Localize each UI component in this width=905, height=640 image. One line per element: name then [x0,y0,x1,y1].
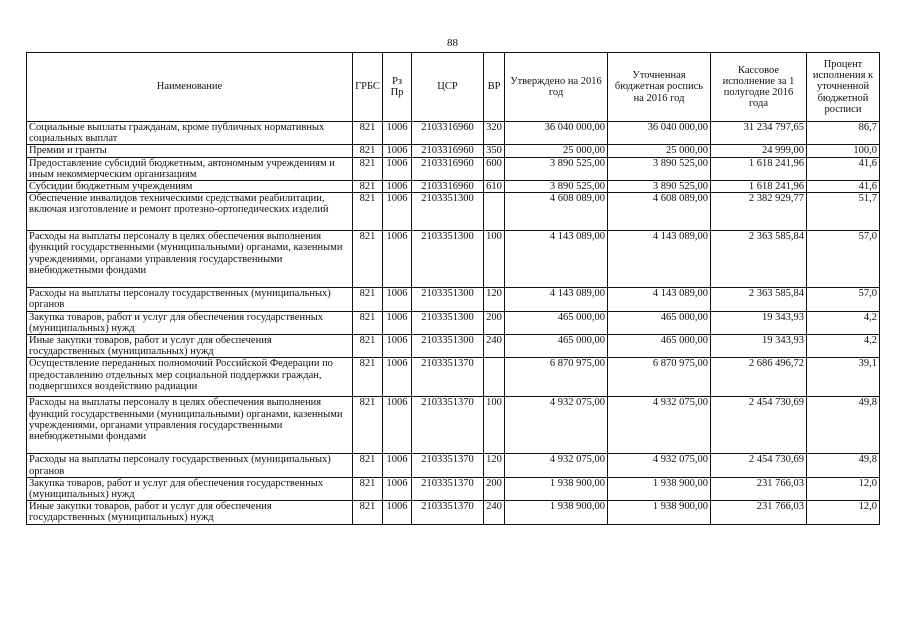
row-cash: 231 766,03 [711,501,807,524]
row-csr: 2103316960 [412,122,484,145]
row-cash: 2 382 929,77 [711,193,807,231]
row-csr: 2103351370 [412,358,484,397]
row-cash: 2 686 496,72 [711,358,807,397]
row-vr: 120 [484,454,505,477]
row-refined: 4 143 089,00 [608,231,711,288]
row-rzpr: 1006 [383,288,412,311]
row-vr: 240 [484,501,505,524]
table-row [27,193,880,231]
row-approved: 4 932 075,00 [505,454,608,477]
budget-execution-table [26,52,880,525]
row-grbs: 821 [353,397,383,454]
row-name: Иные закупки товаров, работ и услуг для обеспечения государственных (муниципальных) нужд [27,335,353,358]
row-name: Расходы на выплаты персоналу государственных (муниципальных) органов [27,288,353,311]
row-name: Иные закупки товаров, работ и услуг для обеспечения государственных (муниципальных) нужд [27,501,353,524]
table-row [27,157,880,180]
row-percent: 4,2 [807,311,880,334]
header-csr: ЦСР [412,53,484,122]
row-name: Осуществление переданных полномочий Российской Федерации по предоставлению отдельных мер социальной поддержки граждан, подвергшихся воздействию радиации [27,358,353,397]
row-cash: 1 618 241,96 [711,157,807,180]
row-refined: 465 000,00 [608,335,711,358]
row-rzpr: 1006 [383,477,412,500]
table-row [27,145,880,157]
row-vr: 320 [484,122,505,145]
row-rzpr: 1006 [383,145,412,157]
table-row [27,311,880,334]
row-approved: 1 938 900,00 [505,501,608,524]
row-approved: 25 000,00 [505,145,608,157]
row-refined: 3 890 525,00 [608,157,711,180]
row-cash: 1 618 241,96 [711,181,807,193]
row-vr: 120 [484,288,505,311]
row-csr: 2103351300 [412,231,484,288]
table-header-row [27,53,880,122]
row-cash: 31 234 797,65 [711,122,807,145]
row-csr: 2103351300 [412,288,484,311]
row-refined: 1 938 900,00 [608,477,711,500]
row-rzpr: 1006 [383,193,412,231]
row-grbs: 821 [353,501,383,524]
row-vr: 350 [484,145,505,157]
row-approved: 4 608 089,00 [505,193,608,231]
row-approved: 465 000,00 [505,335,608,358]
table-row [27,501,880,524]
row-refined: 4 143 089,00 [608,288,711,311]
row-cash: 2 363 585,84 [711,288,807,311]
row-approved: 36 040 000,00 [505,122,608,145]
row-grbs: 821 [353,181,383,193]
row-vr: 200 [484,311,505,334]
row-approved: 3 890 525,00 [505,181,608,193]
row-csr: 2103351370 [412,501,484,524]
row-vr: 200 [484,477,505,500]
table-row [27,122,880,145]
row-cash: 19 343,93 [711,335,807,358]
row-vr: 100 [484,397,505,454]
row-cash: 19 343,93 [711,311,807,334]
row-name: Расходы на выплаты персоналу в целях обеспечения выполнения функций государственными (муниципальными) органами, казенными учреждениями, органами управления государственными внебюджетными фондами [27,397,353,454]
row-percent: 49,8 [807,454,880,477]
row-rzpr: 1006 [383,122,412,145]
row-csr: 2103316960 [412,157,484,180]
row-rzpr: 1006 [383,501,412,524]
row-grbs: 821 [353,311,383,334]
row-approved: 465 000,00 [505,311,608,334]
table-row [27,358,880,397]
row-refined: 4 608 089,00 [608,193,711,231]
row-grbs: 821 [353,335,383,358]
row-csr: 2103351300 [412,311,484,334]
row-approved: 6 870 975,00 [505,358,608,397]
row-percent: 49,8 [807,397,880,454]
row-rzpr: 1006 [383,358,412,397]
table-row [27,477,880,500]
row-grbs: 821 [353,454,383,477]
row-cash: 2 454 730,69 [711,454,807,477]
row-name: Субсидии бюджетным учреждениям [27,181,353,193]
table-row [27,397,880,454]
table-row [27,288,880,311]
row-refined: 4 932 075,00 [608,454,711,477]
table-row [27,181,880,193]
row-percent: 12,0 [807,477,880,500]
row-name: Предоставление субсидий бюджетным, автономным учреждениям и иным некоммерческим организациям [27,157,353,180]
row-csr: 2103351370 [412,477,484,500]
row-rzpr: 1006 [383,335,412,358]
row-approved: 1 938 900,00 [505,477,608,500]
table-row [27,335,880,358]
row-cash: 24 999,00 [711,145,807,157]
header-grbs: ГРБС [353,53,383,122]
row-refined: 25 000,00 [608,145,711,157]
row-name: Расходы на выплаты персоналу государственных (муниципальных) органов [27,454,353,477]
row-rzpr: 1006 [383,231,412,288]
row-name: Закупка товаров, работ и услуг для обеспечения государственных (муниципальных) нужд [27,311,353,334]
row-percent: 57,0 [807,288,880,311]
row-percent: 51,7 [807,193,880,231]
row-percent: 4,2 [807,335,880,358]
row-cash: 2 363 585,84 [711,231,807,288]
row-vr: 240 [484,335,505,358]
page-number: 88 [447,37,458,49]
row-cash: 231 766,03 [711,477,807,500]
header-cash: Кассовое исполнение за 1 полугодие 2016 года [711,53,807,122]
row-refined: 36 040 000,00 [608,122,711,145]
row-percent: 41,6 [807,157,880,180]
row-percent: 86,7 [807,122,880,145]
row-csr: 2103351370 [412,397,484,454]
row-refined: 6 870 975,00 [608,358,711,397]
row-name: Закупка товаров, работ и услуг для обеспечения государственных (муниципальных) нужд [27,477,353,500]
table-row [27,454,880,477]
header-percent: Процент исполнения к уточненной бюджетной росписи [807,53,880,122]
row-vr: 610 [484,181,505,193]
row-vr [484,193,505,231]
row-percent: 100,0 [807,145,880,157]
row-grbs: 821 [353,157,383,180]
row-rzpr: 1006 [383,157,412,180]
row-vr [484,358,505,397]
header-rzpr: Рз Пр [383,53,412,122]
table-row [27,231,880,288]
row-csr: 2103351370 [412,454,484,477]
header-name: Наименование [27,53,353,122]
row-refined: 4 932 075,00 [608,397,711,454]
row-rzpr: 1006 [383,454,412,477]
row-csr: 2103316960 [412,145,484,157]
row-rzpr: 1006 [383,397,412,454]
row-csr: 2103351300 [412,335,484,358]
row-refined: 465 000,00 [608,311,711,334]
header-approved: Утверждено на 2016 год [505,53,608,122]
row-percent: 57,0 [807,231,880,288]
row-approved: 4 143 089,00 [505,288,608,311]
row-refined: 1 938 900,00 [608,501,711,524]
row-approved: 4 932 075,00 [505,397,608,454]
row-cash: 2 454 730,69 [711,397,807,454]
row-vr: 600 [484,157,505,180]
row-refined: 3 890 525,00 [608,181,711,193]
row-name: Обеспечение инвалидов техническими средствами реабилитации, включая изготовление и ремонт протезно-ортопедических изделий [27,193,353,231]
row-grbs: 821 [353,288,383,311]
row-grbs: 821 [353,145,383,157]
row-rzpr: 1006 [383,181,412,193]
row-percent: 39,1 [807,358,880,397]
row-percent: 41,6 [807,181,880,193]
row-vr: 100 [484,231,505,288]
row-name: Социальные выплаты гражданам, кроме публичных нормативных социальных выплат [27,122,353,145]
row-grbs: 821 [353,231,383,288]
row-grbs: 821 [353,477,383,500]
row-name: Расходы на выплаты персоналу в целях обеспечения выполнения функций государственными (муниципальными) органами, казенными учреждениями, органами управления государственными внебюджетными фондами [27,231,353,288]
row-approved: 3 890 525,00 [505,157,608,180]
row-rzpr: 1006 [383,311,412,334]
row-grbs: 821 [353,122,383,145]
row-csr: 2103351300 [412,193,484,231]
header-refined: Уточненная бюджетная роспись на 2016 год [608,53,711,122]
row-grbs: 821 [353,193,383,231]
row-csr: 2103316960 [412,181,484,193]
row-name: Премии и гранты [27,145,353,157]
row-approved: 4 143 089,00 [505,231,608,288]
row-grbs: 821 [353,358,383,397]
row-percent: 12,0 [807,501,880,524]
table-body [27,122,880,525]
header-vr: ВР [484,53,505,122]
